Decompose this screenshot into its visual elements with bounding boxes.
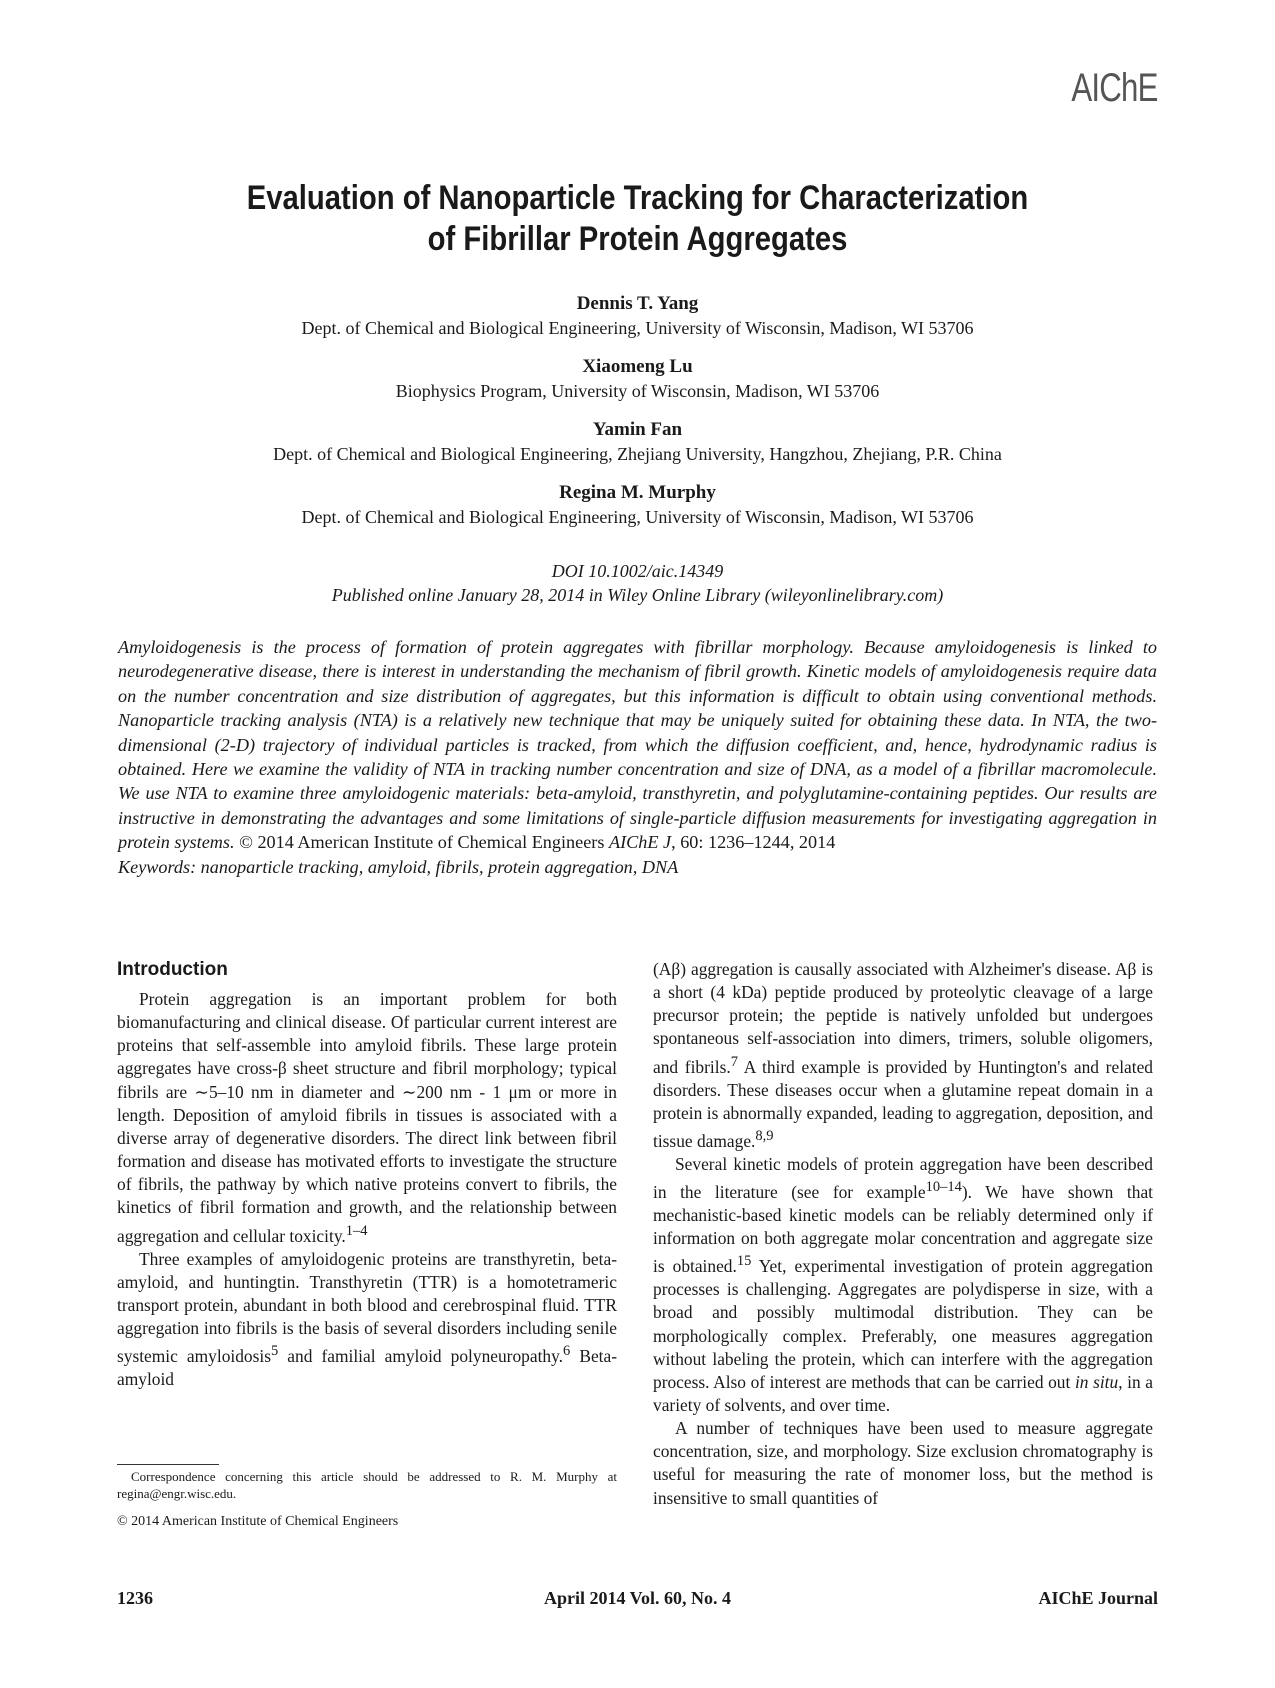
paragraph-text: Several kinetic models of protein aggregation have been described in the literature (see for example: [653, 1153, 1153, 1202]
paragraph-text: A number of techniques have been used to measure aggregate concentration, size, and morphology. Size exclusion chromatography is useful for measuring the rate of monomer loss, but the method is insensitive to small quantities of: [653, 1418, 1153, 1508]
author-block: [0, 418, 1275, 466]
paragraph-text: Yet, experimental investigation of protein aggregation processes is challenging. Aggregates are polydisperse in size, with a broad and possibly multimodal distribution. They can be morphologically complex. Preferably, one measures aggregation without labeling the protein, which can interfere with the aggregation process. Also of interest are methods that can be carried out: [653, 1256, 1153, 1392]
paragraph: [653, 958, 1153, 1153]
author-name: Yamin Fan: [592, 419, 683, 440]
abstract: [118, 635, 1157, 879]
footnote-text: Correspondence concerning this article should be addressed to R. M. Murphy at regina@engr.wisc.edu.: [117, 1469, 617, 1501]
paper-title: [89, 178, 1186, 260]
title-line-2: of Fibrillar Protein Aggregates: [427, 220, 848, 258]
emphasis: in situ: [1074, 1371, 1119, 1392]
keywords: Keywords: nanoparticle tracking, amyloid, fibrils, protein aggregation, DNA: [118, 856, 679, 877]
author-affiliation: Dept. of Chemical and Biological Engineering, Zhejiang University, Hangzhou, Zhejiang, P.R. China: [273, 444, 1002, 464]
author-affiliation: Biophysics Program, University of Wisconsin, Madison, WI 53706: [395, 381, 880, 401]
paragraph: [117, 1248, 617, 1392]
paragraph: [653, 1417, 1153, 1510]
footnote-rule: [117, 1464, 219, 1465]
paragraph-text: and familial amyloid polyneuropathy.: [278, 1345, 564, 1366]
author-block: [0, 481, 1275, 529]
footnote-copyright: © 2014 American Institute of Chemical Engineers: [117, 1514, 399, 1529]
author-affiliation: Dept. of Chemical and Biological Engineering, University of Wisconsin, Madison, WI 53706: [301, 318, 974, 338]
citation-ref: 1–4: [345, 1222, 368, 1239]
citation: , 60: 1236–1244, 2014: [671, 832, 836, 853]
abstract-copyright: © 2014 American Institute of Chemical Engineers: [239, 832, 605, 853]
citation-ref: 7: [730, 1053, 738, 1070]
citation-ref: 8,9: [755, 1127, 774, 1144]
page-footer: [117, 1586, 1158, 1610]
paragraph: [653, 1153, 1153, 1417]
aiche-logo: AIChE: [1071, 66, 1158, 110]
citation-ref: 5: [270, 1343, 279, 1360]
right-column: [653, 958, 1153, 1510]
citation-ref: 15: [736, 1253, 752, 1270]
author-name: Xiaomeng Lu: [582, 356, 693, 377]
doi: DOI 10.1002/aic.14349: [551, 561, 724, 581]
journal-abbrev: AIChE J: [608, 832, 672, 853]
paragraph-text: Protein aggregation is an important problem for both biomanufacturing and clinical disease. Of particular current interest are proteins that self-assemble into amyloid fibrils. These large protein aggregates have cross-β sheet structure and fibril morphology; typical fibrils are ∼5–10 nm in diameter and ∼200 nm - 1 μm or more in length. Deposition of amyloid fibrils in tissues is associated with a diverse array of degenerative disorders. The direct link between fibril formation and disease has motivated efforts to investigate the structure of fibrils, the pathway by which native proteins convert to fibrils, the kinetics of fibril formation and growth, and the relationship between aggregation and cellular toxicity.: [117, 989, 617, 1246]
paragraph-text: Beta-amyloid: [117, 1345, 617, 1390]
journal-name: AIChE Journal: [1038, 1588, 1158, 1608]
author-affiliation: Dept. of Chemical and Biological Engineering, University of Wisconsin, Madison, WI 53706: [301, 507, 974, 527]
issue-info: April 2014 Vol. 60, No. 4: [543, 1588, 732, 1608]
author-block: [0, 355, 1275, 403]
title-line-1: Evaluation of Nanoparticle Tracking for Characterization: [246, 179, 1029, 217]
paragraph-text: (Aβ) aggregation is causally associated with Alzheimer's disease. Aβ is a short (4 kDa) peptide produced by proteolytic cleavage of a large precursor protein; the peptide is natively unfolded but undergoes spontaneous self-association into dimers, trimers, soluble oligomers, and fibrils.: [653, 959, 1153, 1077]
paragraph-text: , in a variety of solvents, and over time.: [653, 1371, 1153, 1415]
paragraph-text: ). We have shown that mechanistic-based kinetic models can be reliably determined only if information on both aggregate molar concentration and aggregate size is obtained.: [653, 1181, 1153, 1277]
abstract-body: Amyloidogenesis is the process of formation of protein aggregates with fibrillar morphology. Because amyloidogenesis is linked to neurodegenerative disease, there is interest in understanding the mechanism of fibril growth. Kinetic models of amyloidogenesis require data on the number concentration and size distribution of aggregates, but this information is difficult to obtain using conventional methods. Nanoparticle tracking analysis (NTA) is a relatively new technique that may be uniquely suited for obtaining these data. In NTA, the two-dimensional (2-D) trajectory of individual particles is tracked, from which the diffusion coefficient, and, hence, hydrodynamic radius is obtained. Here we examine the validity of NTA in tracking number concentration and size of DNA, as a model of a fibrillar macromolecule. We use NTA to examine three amyloidogenic materials: beta-amyloid, transthyretin, and polyglutamine-containing peptides. Our results are instructive in demonstrating the advantages and some limitations of single-particle diffusion measurements for investigating aggregation in protein systems.: [118, 637, 1157, 853]
correspondence-footnote: [117, 1468, 617, 1502]
author-list: [0, 292, 1275, 544]
paragraph-text: Three examples of amyloidogenic proteins are transthyretin, beta-amyloid, and huntingtin. Transthyretin (TTR) is a homotetrameric transport protein, abundant in both blood and cerebrospinal fluid. TTR aggregation into fibrils is the basis of several disorders including senile systemic amyloidosis: [117, 1248, 617, 1366]
citation-ref: 6: [563, 1343, 571, 1360]
page-number: 1236: [117, 1588, 153, 1608]
section-heading: Introduction: [117, 959, 228, 980]
left-column: [117, 958, 617, 1391]
author-name: Dennis T. Yang: [576, 293, 699, 314]
publication-info: [0, 559, 1275, 607]
author-block: [0, 292, 1275, 340]
author-name: Regina M. Murphy: [559, 482, 716, 503]
citation-ref: 10–14: [925, 1179, 962, 1195]
published-online: Published online January 28, 2014 in Wiley Online Library (wileyonlinelibrary.com): [331, 585, 944, 605]
paragraph-text: A third example is provided by Huntington's and related disorders. These diseases occur when a glutamine repeat domain in a protein is abnormally expanded, leading to aggregation, deposition, and tissue damage.: [653, 1056, 1153, 1151]
paragraph: [117, 988, 617, 1248]
